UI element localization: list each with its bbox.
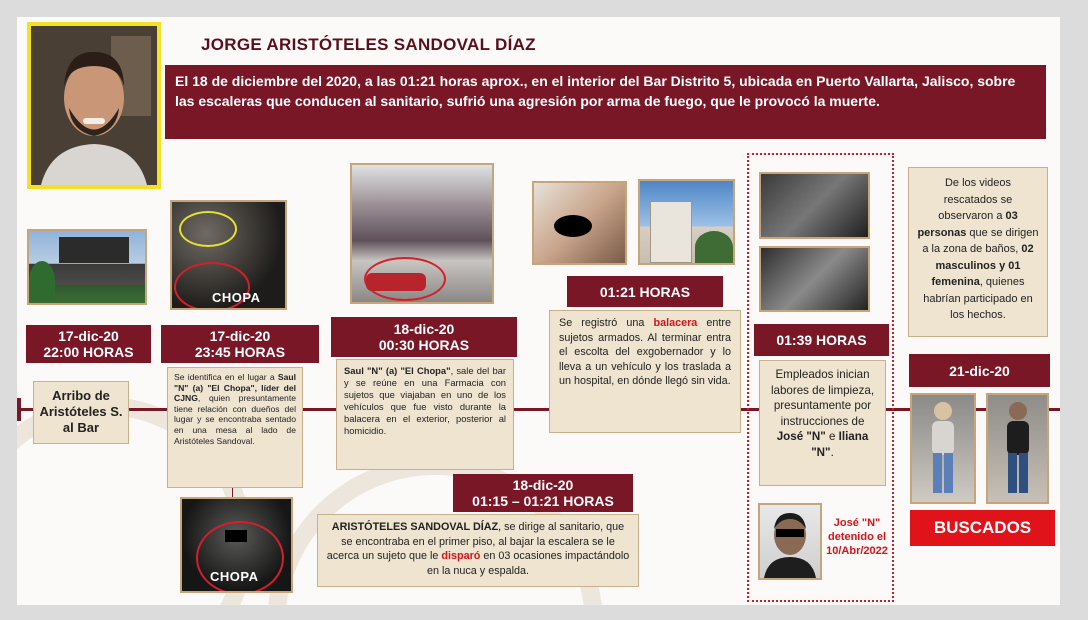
bar-exterior-photo [27, 229, 147, 305]
event1-text: Arribo de Aristóteles S. al Bar [39, 388, 123, 435]
event6-text-mid: e [825, 430, 839, 444]
portrait-photo [27, 22, 161, 189]
event4-date-badge [453, 474, 633, 512]
event2-text-pre: Se identifica en el lugar a [174, 372, 278, 382]
event5-note [549, 310, 741, 433]
wanted-man-photo [986, 393, 1049, 504]
event3-text-post: , sale del bar y se reúne en una Farmacia con sujetos que viajaban en uno de los vehículos que fue visto durante la balacera en el exterior, posterior al homicidio. [344, 365, 506, 436]
event3-date: 18-dic-20 [393, 321, 455, 337]
page-title: JORGE ARISTÓTELES SANDOVAL DÍAZ [201, 35, 536, 54]
event4-time: 01:15 – 01:21 HORAS [472, 493, 614, 509]
event6-text-post: . [830, 445, 834, 459]
event4-text-mid: , se dirige al sanitario, que se encontraba en el primer piso, al bajar la escalera se le acerca un sujeto que le [326, 521, 625, 562]
videos-note-p3: , quienes habrían participado en los hechos. [923, 276, 1033, 321]
event4-note [317, 514, 639, 587]
event6-time: 01:39 HORAS [776, 332, 867, 348]
event1-date: 17-dic-20 [58, 328, 119, 344]
wanted-badge: BUSCADOS [910, 510, 1055, 546]
hospital-exterior-photo [638, 179, 735, 265]
event5-text-pre: Se registró una [559, 317, 654, 329]
bar-interior-cctv-photo [170, 200, 287, 310]
chopa-label: CHOPA [210, 569, 259, 584]
event7-date-badge [909, 354, 1050, 387]
cleanup-cctv-photo-2 [759, 246, 870, 312]
event1-time: 22:00 HORAS [43, 344, 134, 360]
event4-date: 18-dic-20 [512, 477, 574, 493]
event5-time-badge [567, 276, 723, 307]
chopa-label: CHOPA [212, 290, 261, 305]
videos-note-p2: que se dirigen a la zona de baños, [922, 226, 1039, 255]
event2-date-badge [161, 325, 319, 363]
event6-text-bold1: José "N" [776, 430, 826, 444]
event1-note [33, 381, 129, 444]
videos-note-p1: De los videos rescatados se observaron a [938, 177, 1013, 222]
event1-date-badge [26, 325, 151, 363]
vehicle-cctv-photo [350, 163, 494, 304]
person-mugshot-icon [760, 505, 820, 578]
wanted-woman-photo [910, 393, 976, 504]
detained-note: José "N" detenido el 10/Abr/2022 [826, 517, 888, 557]
event6-text-pre: Empleados inician labores de limpieza, presuntamente por instrucciones de [770, 368, 875, 428]
videos-note-b2: 02 masculinos y 01 femenina [931, 243, 1034, 288]
event4-text-bold: ARISTÓTELES SANDOVAL DÍAZ [331, 521, 499, 533]
event2-note [167, 367, 303, 488]
event3-text-bold: Saul "N" (a) "El Chopa" [344, 365, 451, 376]
stairs-cctv-photo [532, 181, 627, 265]
event2-time: 23:45 HORAS [194, 344, 286, 360]
chopa-closeup-photo [180, 497, 293, 593]
event4-text-red: disparó [441, 550, 481, 562]
slide [17, 17, 1060, 605]
event2-text-post: , quien presuntamente tiene relación con dueños del lugar y se encontraba sentado en una mesa al lado de Aristóteles Sandoval. [174, 393, 296, 446]
wanted-woman-figure-icon [912, 395, 974, 502]
event3-note [336, 359, 514, 470]
wanted-man-figure-icon [988, 395, 1047, 502]
cleanup-cctv-photo-1 [759, 172, 870, 239]
event5-text-post: entre sujetos armados. Al terminar entra el escolta del exgobernador y lo lleva a un vehículo y los traslada a un hospital, en dónde llegó sin vida. [559, 317, 731, 387]
summary-banner: El 18 de diciembre del 2020, a las 01:21 horas aprox., en el interior del Bar Distrito 5, ubicada en Puerto Vallarta, Jalisco, sobre las escaleras que conducen al sanitario, sufrió una agresión por arma de fuego, que le provocó la muerte. [165, 65, 1046, 139]
videos-note [908, 167, 1048, 337]
event3-time: 00:30 HORAS [378, 337, 470, 353]
event7-date: 21-dic-20 [949, 362, 1010, 379]
event5-time: 01:21 HORAS [599, 283, 691, 300]
event2-date: 17-dic-20 [209, 328, 271, 344]
timeline-start-marker [17, 398, 21, 421]
event5-text-red: balacera [653, 317, 698, 329]
videos-note-b1: 03 personas [917, 210, 1018, 239]
event4-text-post: en 03 ocasiones impactándolo en la nuca y espalda. [426, 550, 630, 577]
event6-note [759, 360, 886, 486]
event6-text-bold2: Iliana "N" [811, 430, 869, 459]
jose-n-mugshot [758, 503, 822, 580]
person-portrait-icon [31, 26, 157, 185]
event6-time-badge [754, 324, 889, 356]
event2-text-bold: Saul "N" (a) "El Chopa", líder del CJNG [174, 372, 296, 404]
event3-date-badge [331, 317, 517, 357]
